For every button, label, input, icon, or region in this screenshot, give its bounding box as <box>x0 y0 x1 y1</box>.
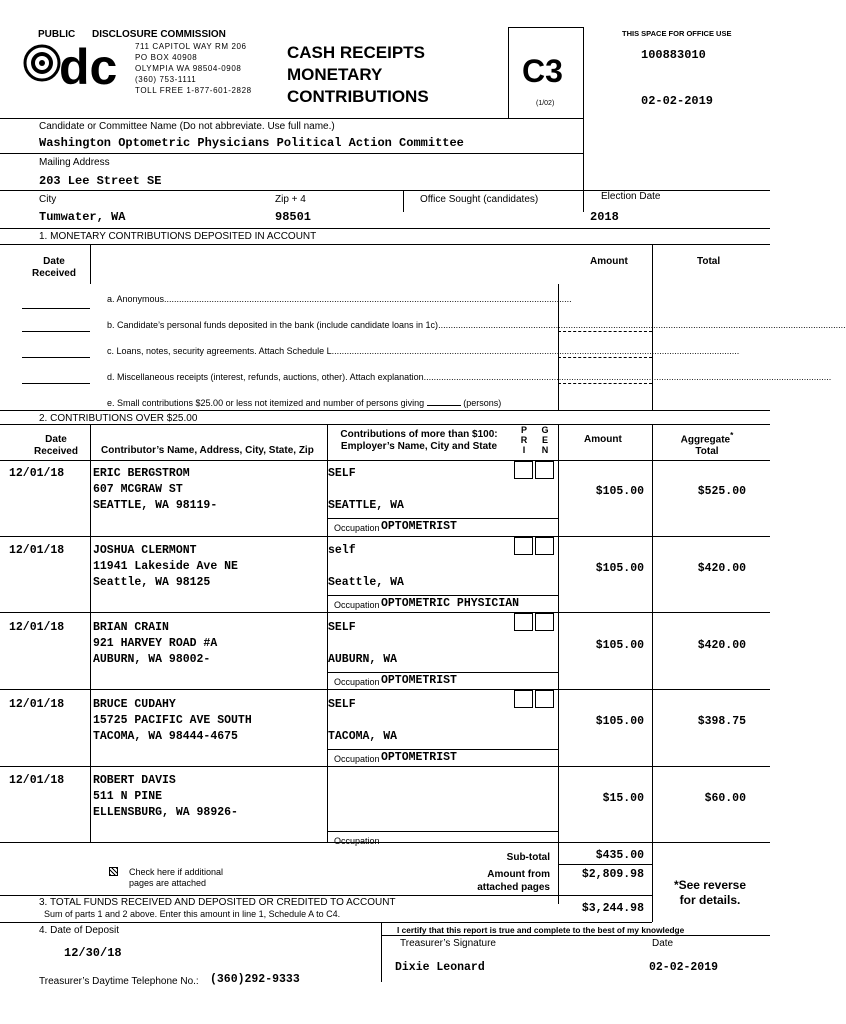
total-funds-value: $3,244.98 <box>581 902 644 915</box>
treasurer-phone-label: Treasurer’s Daytime Telephone No.: <box>39 976 199 987</box>
office-number: 100883010 <box>641 48 706 62</box>
attached-pages-label <box>450 868 550 894</box>
form-title-line: CASH RECEIPTS <box>287 43 425 62</box>
office-date: 02-02-2019 <box>641 94 714 108</box>
row-date: 12/01/18 <box>9 544 65 557</box>
occupation-value: OPTOMETRIST <box>381 674 457 687</box>
section1-amount-header: Amount <box>590 256 628 267</box>
attached-pages-value: $2,809.98 <box>581 868 644 881</box>
general-checkbox[interactable] <box>535 537 554 555</box>
form-title-line: CONTRIBUTIONS <box>287 87 429 106</box>
aggregate-value: $60.00 <box>704 792 746 805</box>
occupation-value: OPTOMETRIC PHYSICIAN <box>381 597 520 610</box>
aggregate-value: $420.00 <box>697 562 746 575</box>
form-title <box>287 42 429 108</box>
section1-date-header: Date Received <box>32 256 76 279</box>
contributor-header: Contributor’s Name, Address, City, State, Zip <box>101 445 314 456</box>
subtotal-label: Sub-total <box>506 852 550 863</box>
employer-city: SEATTLE, WA <box>328 499 404 512</box>
section1-line-a: a. Anonymous ................................................................................................................................................................... <box>107 294 572 304</box>
agency-name-left: PUBLIC <box>38 29 76 40</box>
primary-checkbox[interactable] <box>514 537 533 555</box>
address-line: OLYMPIA WA 98504-0908 <box>135 64 242 73</box>
contributor-city: AUBURN, WA 98002- <box>93 653 211 666</box>
section3-title: 3. TOTAL FUNDS RECEIVED AND DEPOSITED OR CREDITED TO ACCOUNT <box>39 897 396 908</box>
contributor-name: BRIAN CRAIN <box>93 621 169 634</box>
row-date: 12/01/18 <box>9 774 65 787</box>
form-title-line: MONETARY <box>287 65 383 84</box>
contributor-address: 921 HARVEY ROAD #A <box>93 637 218 650</box>
certify-statement: I certify that this report is true and complete to the best of my knowledge <box>397 925 685 935</box>
aggregate-header <box>662 429 752 458</box>
contributor-city: SEATTLE, WA 98119- <box>93 499 218 512</box>
agency-address <box>135 41 252 96</box>
primary-checkbox[interactable] <box>514 690 533 708</box>
contributor-address: 607 MCGRAW ST <box>93 483 183 496</box>
occupation-value: OPTOMETRIST <box>381 751 457 764</box>
employer-city: TACOMA, WA <box>328 730 398 743</box>
occupation-label: Occupation <box>334 677 380 687</box>
employer-name: SELF <box>328 621 356 634</box>
mailing-address-label: Mailing Address <box>39 157 110 168</box>
occupation-value: OPTOMETRIST <box>381 520 457 533</box>
election-date-value: 2018 <box>590 210 619 224</box>
office-use-label: THIS SPACE FOR OFFICE USE <box>622 29 732 38</box>
attached-label-line2: attached pages <box>477 882 550 893</box>
occupation-label: Occupation <box>334 600 380 610</box>
section2-title: 2. CONTRIBUTIONS OVER $25.00 <box>39 413 198 424</box>
section1-line-e: e. Small contributions $25.00 or less not itemized and number of persons giving (persons) <box>107 398 502 408</box>
agency-name-right: DISCLOSURE COMMISSION <box>92 29 226 40</box>
city-value: Tumwater, WA <box>39 210 126 224</box>
amount-value: $15.00 <box>602 792 644 805</box>
section1-title: 1. MONETARY CONTRIBUTIONS DEPOSITED IN ACCOUNT <box>39 231 317 242</box>
primary-checkbox[interactable] <box>514 613 533 631</box>
committee-name: Washington Optometric Physicians Political Action Committee <box>39 136 464 150</box>
amount-value: $105.00 <box>595 715 644 728</box>
mailing-address: 203 Lee Street SE <box>39 174 162 188</box>
section1-total-header: Total <box>697 256 721 267</box>
general-header: G E N <box>541 425 549 455</box>
sign-date-label: Date <box>652 938 674 949</box>
section1-line-c: c. Loans, notes, security agreements. Attach Schedule L ................................................................................................................................................................... <box>107 346 740 356</box>
zip-label: Zip + 4 <box>275 194 306 205</box>
contributor-address: 15725 PACIFIC AVE SOUTH <box>93 714 252 727</box>
general-checkbox[interactable] <box>535 461 554 479</box>
primary-header: P R I <box>520 425 528 455</box>
treasurer-signature: Dixie Leonard <box>395 961 485 974</box>
employer-header-line2: Employer’s Name, City and State <box>340 441 498 452</box>
additional-pages-label <box>129 867 223 889</box>
section1-line-b: b. Candidate’s personal funds deposited in the bank (include candidate loans in 1c) ................................................................................................................................................................... <box>107 320 846 330</box>
form-revision: (1/02) <box>536 100 555 107</box>
see-reverse-line1: *See reverse <box>673 878 747 892</box>
employer-header-line1: Contributions of more than $100: <box>340 429 498 440</box>
zip-value: 98501 <box>275 210 312 224</box>
contributor-address: 511 N PINE <box>93 790 163 803</box>
aggregate-value: $525.00 <box>697 485 746 498</box>
occupation-label: Occupation <box>334 754 380 764</box>
city-label: City <box>39 194 57 205</box>
signature-label: Treasurer’s Signature <box>400 938 496 949</box>
deposit-date: 12/30/18 <box>64 946 122 960</box>
general-checkbox[interactable] <box>535 613 554 631</box>
see-reverse-note <box>660 878 760 908</box>
contributor-name: ROBERT DAVIS <box>93 774 176 787</box>
amount-value: $105.00 <box>595 485 644 498</box>
contributor-name: JOSHUA CLERMONT <box>93 544 197 557</box>
section1-line-d: d. Miscellaneous receipts (interest, refunds, auctions, other). Attach explanation ................................................................................................................................................................... <box>107 372 832 382</box>
contributor-name: ERIC BERGSTROM <box>93 467 190 480</box>
contributor-city: Seattle, WA 98125 <box>93 576 211 589</box>
see-reverse-line2: for details. <box>679 893 741 907</box>
employer-name: SELF <box>328 698 356 711</box>
occupation-label: Occupation <box>334 836 380 846</box>
section4-title: 4. Date of Deposit <box>39 925 120 936</box>
aggregate-value: $420.00 <box>697 639 746 652</box>
pdc-logo <box>22 39 134 95</box>
employer-name: SELF <box>328 467 356 480</box>
occupation-label: Occupation <box>334 523 380 533</box>
committee-name-label: Candidate or Committee Name (Do not abbreviate. Use full name.) <box>39 121 335 132</box>
check-label-line1: Check here if additional <box>129 867 224 877</box>
contributor-address: 11941 Lakeside Ave NE <box>93 560 238 573</box>
amount-value: $105.00 <box>595 639 644 652</box>
aggregate-header-line1: Aggregate* <box>680 430 734 446</box>
row-date: 12/01/18 <box>9 621 65 634</box>
additional-pages-checkbox[interactable] <box>109 867 118 876</box>
office-sought-label: Office Sought (candidates) <box>420 194 539 205</box>
row-date: 12/01/18 <box>9 467 65 480</box>
election-date-label: Election Date <box>601 191 661 202</box>
employer-header <box>330 429 508 453</box>
section2-date-header: Date Received <box>34 434 78 457</box>
subtotal-value: $435.00 <box>595 849 644 862</box>
employer-name: self <box>328 544 356 557</box>
check-label-line2: pages are attached <box>129 878 207 888</box>
address-line: PO BOX 40908 <box>135 53 198 62</box>
svg-text:dc: dc <box>59 39 118 95</box>
employer-city: AUBURN, WA <box>328 653 398 666</box>
contributor-city: ELLENSBURG, WA 98926- <box>93 806 238 819</box>
treasurer-phone: (360)292-9333 <box>210 973 300 986</box>
signature-date: 02-02-2019 <box>649 961 719 974</box>
row-date: 12/01/18 <box>9 698 65 711</box>
address-line: 711 CAPITOL WAY RM 206 <box>135 42 247 51</box>
address-line: TOLL FREE 1-877-601-2828 <box>135 86 252 95</box>
employer-city: Seattle, WA <box>328 576 404 589</box>
form-code: C3 <box>522 53 563 89</box>
primary-checkbox[interactable] <box>514 461 533 479</box>
contributor-name: BRUCE CUDAHY <box>93 698 176 711</box>
aggregate-value: $398.75 <box>697 715 746 728</box>
amount-header: Amount <box>584 434 622 445</box>
aggregate-header-line2: Total <box>695 446 719 458</box>
amount-value: $105.00 <box>595 562 644 575</box>
section3-subtitle: Sum of parts 1 and 2 above. Enter this amount in line 1, Schedule A to C4. <box>44 909 341 919</box>
attached-label-line1: Amount from <box>487 869 550 880</box>
contributor-city: TACOMA, WA 98444-4675 <box>93 730 238 743</box>
general-checkbox[interactable] <box>535 690 554 708</box>
address-line: (360) 753-1111 <box>135 75 197 84</box>
